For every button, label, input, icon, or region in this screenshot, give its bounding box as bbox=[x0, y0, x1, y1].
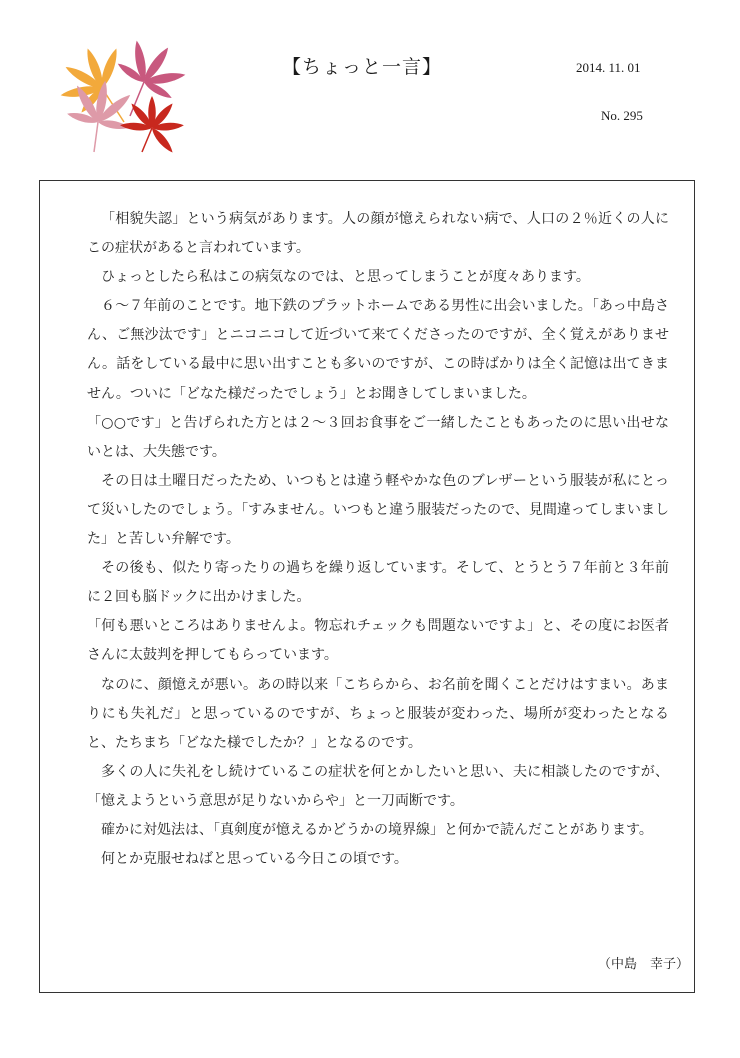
paragraph: その日は土曜日だったため、いつもとは違う軽やかな色のブレザーという服装が私にとって災いしたのでしょう。「すみません。いつもと違う服装だったので、見間違ってしまいました」と苦しい弁解です。 bbox=[87, 472, 669, 548]
page-title: 【ちょっと一言】 bbox=[282, 56, 443, 78]
author-signature: （中島 幸子） bbox=[598, 957, 690, 972]
article-body bbox=[87, 205, 669, 874]
paragraph: その後も、似たり寄ったりの過ちを繰り返しています。そして、とうとう７年前と３年前に２回も脳ドックに出かけました。 bbox=[87, 560, 669, 606]
paragraph: 確かに対処法は、「真剣度が憶えるかどうかの境界線」と何かで読んだことがあります。 bbox=[101, 821, 653, 838]
paragraph: 「何も悪いところはありませんよ。物忘れチェックも問題ないですよ」と、その度にお医者さんに太鼓判を押してもらっています。 bbox=[87, 618, 669, 664]
paragraph: 「相貌失認」という病気があります。人の顔が憶えられない病で、人口の２％近くの人にこの症状があると言われています。 bbox=[87, 211, 669, 257]
issue-number: No. 295 bbox=[601, 108, 643, 123]
paragraph: 何とか克服せねばと思っている今日この頃です。 bbox=[101, 851, 408, 868]
paragraph: 多くの人に失礼をし続けているこの症状を何とかしたいと思い、夫に相談したのですが、「憶えようという意思が足りないからや」と一刀両断です。 bbox=[87, 763, 669, 809]
autumn-leaves-logo bbox=[54, 30, 186, 156]
paragraph: ひょっとしたら私はこの病気なのでは、と思ってしまうことが度々あります。 bbox=[101, 269, 590, 286]
paragraph: なのに、顔憶えが悪い。あの時以来「こちらから、お名前を聞くことだけはすまい。あまりにも失礼だ」と思っているのですが、ちょっと服装が変わった、場所が変わったとなると、たちまち「どなた様でしたか？」となるのです。 bbox=[87, 676, 669, 751]
paragraph: ６～７年前のことです。地下鉄のプラットホームである男性に出会いました。「あっ中島さん、ご無沙汰です」とニコニコして近づいて来てくださったのですが、全く覚えがありません。話をしている最中に思い出すことも多いのですが、この時ばかりは全く記憶は出てきません。ついに「どなた様だったでしょう」とお聞きしてしまいました。 bbox=[87, 298, 669, 402]
red-leaf-icon bbox=[120, 96, 184, 155]
paragraph: 「○○です」と告げられた方とは２～３回お食事をご一緒したこともあったのに思い出せないとは、大失態です。 bbox=[87, 414, 669, 460]
issue-date: 2014. 11. 01 bbox=[576, 60, 641, 75]
